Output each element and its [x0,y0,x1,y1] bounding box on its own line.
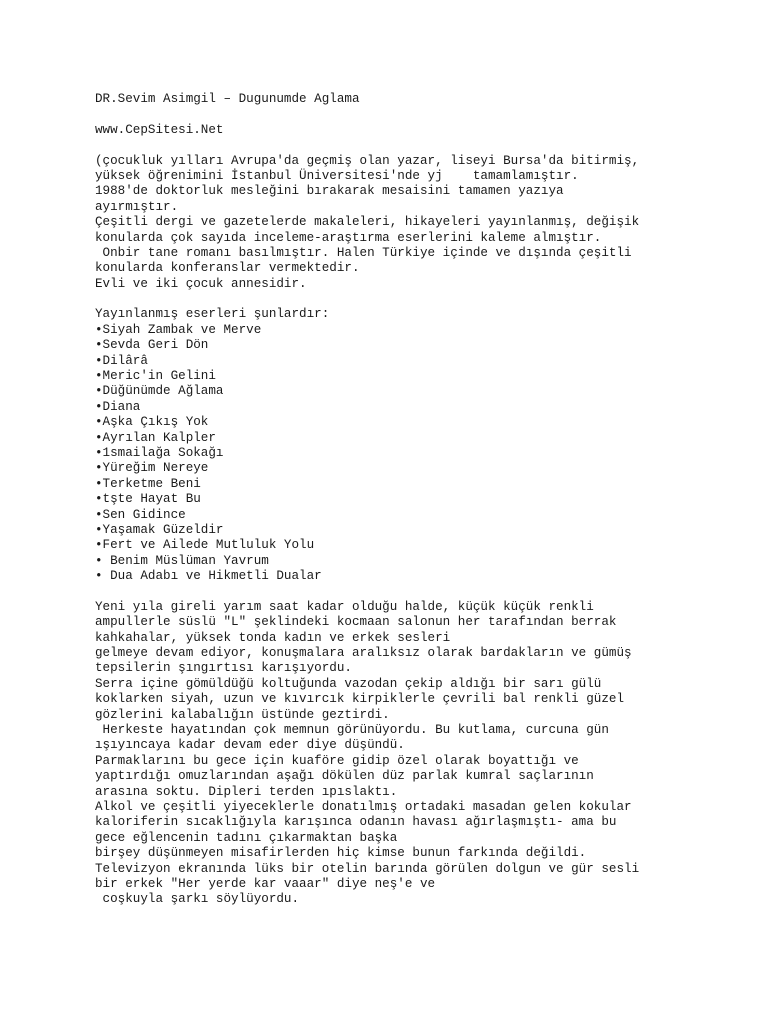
works-heading: Yayınlanmış eserleri şunlardır: [95,307,330,322]
work-item: •Düğünümde Ağlama [95,384,224,399]
text-line: 1988'de doktorluk mesleğini bırakarak mesaisini tamamen yazıya [95,184,564,199]
text-line: tepsilerin şıngırtısı karışıyordu. [95,661,352,676]
text-line: yaptırdığı omuzlarından aşağı dökülen düz parlak kumral saçlarının [95,769,594,784]
spacer [95,138,755,153]
work-item: •Yüreğim Nereye [95,461,209,476]
document-title: DR.Sevim Asimgil – Dugunumde Aglama [95,92,360,106]
work-item: •Yaşamak Güzeldir [95,522,224,537]
bio-paragraph [95,154,755,293]
story-text [95,600,755,908]
work-item: •Aşka Çıkış Yok [95,415,209,430]
work-item: •Terketme Beni [95,476,201,491]
work-item: •1smailağa Sokağı [95,445,224,460]
text-line: Serra içine gömüldüğü koltuğunda vazodan çekip aldığı bir sarı gülü [95,676,602,691]
work-item: •Diana [95,399,141,414]
work-item: •Fert ve Ailede Mutluluk Yolu [95,538,315,553]
text-line: bir erkek "Her yerde kar vaaar" diye neş'e ve [95,876,436,891]
work-item: • Dua Adabı ve Hikmetli Dualar [95,569,322,584]
work-item: •Sen Gidince [95,507,186,522]
work-item: •Meric'in Gelini [95,369,216,384]
text-line: koklarken siyah, uzun ve kıvırcık kirpiklerle çevrili bal renkli güzel [95,692,625,707]
work-item: •Ayrılan Kalpler [95,430,216,445]
text-line: ampullerle süslü "L" şeklindeki kocmaan salonun her tarafından berrak [95,615,617,630]
text-line: birşey düşünmeyen misafirlerden hiç kimse bunun farkında değildi. [95,846,587,861]
text-line: coşkuyla şarkı söylüyordu. [95,892,300,907]
text-line: (çocukluk yılları Avrupa'da geçmiş olan yazar, liseyi Bursa'da bitirmiş, [95,153,640,168]
text-line: Çeşitli dergi ve gazetelerde makaleleri, hikayeleri yayınlanmış, değişik [95,215,640,230]
spacer [95,585,755,600]
text-line: kahkahalar, yüksek tonda kadın ve erkek sesleri [95,630,451,645]
website-line: www.CepSitesi.Net [95,122,224,137]
text-line: Herkeste hayatından çok memnun görünüyordu. Bu kutlama, curcuna gün [95,723,609,738]
text-line: Televizyon ekranında lüks bir otelin barında görülen dolgun ve gür sesli [95,861,640,876]
text-line: Onbir tane romanı basılmıştır. Halen Türkiye içinde ve dışında çeşitli [95,245,632,260]
spacer [95,292,755,307]
text-line: gelmeye devam ediyor, konuşmalara aralıksız olarak bardakların ve gümüş [95,646,632,661]
document-page [95,92,755,908]
text-line: yüksek öğrenimini İstanbul Üniversitesi'nde yj tamamlamıştır. [95,168,579,183]
text-line: gece eğlencenin tadını çıkarmaktan başka [95,830,398,845]
work-item: • Benim Müslüman Yavrum [95,553,269,568]
text-line: Yeni yıla gireli yarım saat kadar olduğu halde, küçük küçük renkli [95,599,594,614]
text-line: ışıyıncaya kadar devam eder diye düşündü. [95,738,405,753]
text-line: ayırmıştır. [95,199,179,214]
text-line: kaloriferin sıcaklığıyla karışınca odanın havası ağırlaşmıştı- ama bu [95,815,617,830]
text-line: gözlerini kalabalığın üstünde geztirdi. [95,707,390,722]
work-item: •Dilârâ [95,353,148,368]
text-line: arasına soktu. Dipleri terden ıpıslaktı. [95,784,398,799]
text-line: Alkol ve çeşitli yiyeceklerle donatılmış ortadaki masadan gelen kokular [95,799,632,814]
text-line: Evli ve iki çocuk annesidir. [95,276,307,291]
works-list [95,323,755,585]
spacer [95,107,755,122]
text-line: Parmaklarını bu gece için kuaföre gidip özel olarak boyattığı ve [95,753,579,768]
work-item: •Siyah Zambak ve Merve [95,322,262,337]
work-item: •Sevda Geri Dön [95,338,209,353]
work-item: •tşte Hayat Bu [95,492,201,507]
text-line: konularda konferanslar vermektedir. [95,261,360,276]
text-line: konularda çok sayıda inceleme-araştırma eserlerini kaleme almıştır. [95,230,602,245]
